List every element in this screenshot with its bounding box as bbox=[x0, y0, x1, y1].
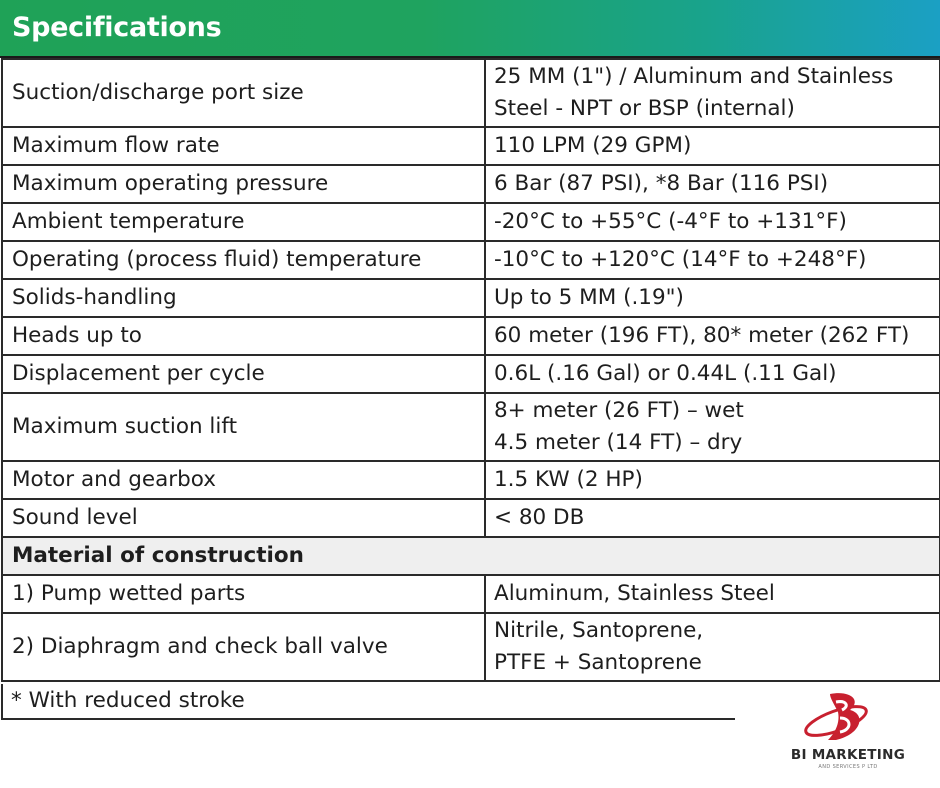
table-row bbox=[2, 355, 940, 393]
spec-label: Ambient temperature bbox=[2, 203, 485, 241]
spec-label: Maximum operating pressure bbox=[2, 165, 485, 203]
section-header-row bbox=[2, 537, 940, 575]
specifications-header bbox=[0, 0, 940, 58]
spec-label: 2) Diaphragm and check ball valve bbox=[2, 613, 485, 681]
spec-value: Up to 5 MM (.19") bbox=[485, 279, 940, 317]
value-line: PTFE + Santoprene bbox=[494, 650, 702, 675]
spec-value bbox=[485, 393, 940, 461]
spec-label: Maximum flow rate bbox=[2, 127, 485, 165]
value-line: 25 MM (1") / Aluminum and Stainless bbox=[494, 64, 894, 89]
spec-value bbox=[485, 613, 940, 681]
footnote-text: * With reduced stroke bbox=[11, 688, 245, 713]
spec-value: 6 Bar (87 PSI), *8 Bar (116 PSI) bbox=[485, 165, 940, 203]
spec-value: 110 LPM (29 GPM) bbox=[485, 127, 940, 165]
spec-value: 1.5 KW (2 HP) bbox=[485, 461, 940, 499]
table-row bbox=[2, 59, 940, 127]
spec-value: 60 meter (196 FT), 80* meter (262 FT) bbox=[485, 317, 940, 355]
spec-value: Aluminum, Stainless Steel bbox=[485, 575, 940, 613]
spec-label: Sound level bbox=[2, 499, 485, 537]
table-row bbox=[2, 203, 940, 241]
table-row bbox=[2, 127, 940, 165]
spec-label: Solids-handling bbox=[2, 279, 485, 317]
spec-label: Motor and gearbox bbox=[2, 461, 485, 499]
logo-company-name: BI MARKETING bbox=[790, 747, 906, 763]
table-row bbox=[2, 165, 940, 203]
table-row bbox=[2, 461, 940, 499]
logo-company-subtitle: AND SERVICES P LTD bbox=[818, 764, 878, 770]
table-row bbox=[2, 317, 940, 355]
value-line: 8+ meter (26 FT) – wet bbox=[494, 398, 744, 423]
section-title: Material of construction bbox=[2, 537, 940, 575]
spec-label: Displacement per cycle bbox=[2, 355, 485, 393]
spec-value: 0.6L (.16 Gal) or 0.44L (.11 Gal) bbox=[485, 355, 940, 393]
value-line: 4.5 meter (14 FT) – dry bbox=[494, 430, 743, 455]
table-row bbox=[2, 279, 940, 317]
table-row bbox=[2, 393, 940, 461]
table-row bbox=[2, 575, 940, 613]
spec-value: -10°C to +120°C (14°F to +248°F) bbox=[485, 241, 940, 279]
table-row bbox=[2, 499, 940, 537]
spec-value: -20°C to +55°C (-4°F to +131°F) bbox=[485, 203, 940, 241]
spec-label: Operating (process fluid) temperature bbox=[2, 241, 485, 279]
value-line: Steel - NPT or BSP (internal) bbox=[494, 96, 795, 121]
spec-label: Maximum suction lift bbox=[2, 393, 485, 461]
value-line: Nitrile, Santoprene, bbox=[494, 618, 704, 643]
page-title: Specifications bbox=[12, 12, 222, 43]
spec-table bbox=[1, 58, 940, 682]
table-row bbox=[2, 613, 940, 681]
spec-label: Suction/discharge port size bbox=[2, 59, 485, 127]
spec-value: < 80 DB bbox=[485, 499, 940, 537]
table-row bbox=[2, 241, 940, 279]
bi-logo-icon bbox=[770, 688, 920, 748]
spec-label: Heads up to bbox=[2, 317, 485, 355]
spec-label: 1) Pump wetted parts bbox=[2, 575, 485, 613]
footnote bbox=[1, 684, 735, 720]
company-logo bbox=[770, 688, 920, 784]
spec-value bbox=[485, 59, 940, 127]
